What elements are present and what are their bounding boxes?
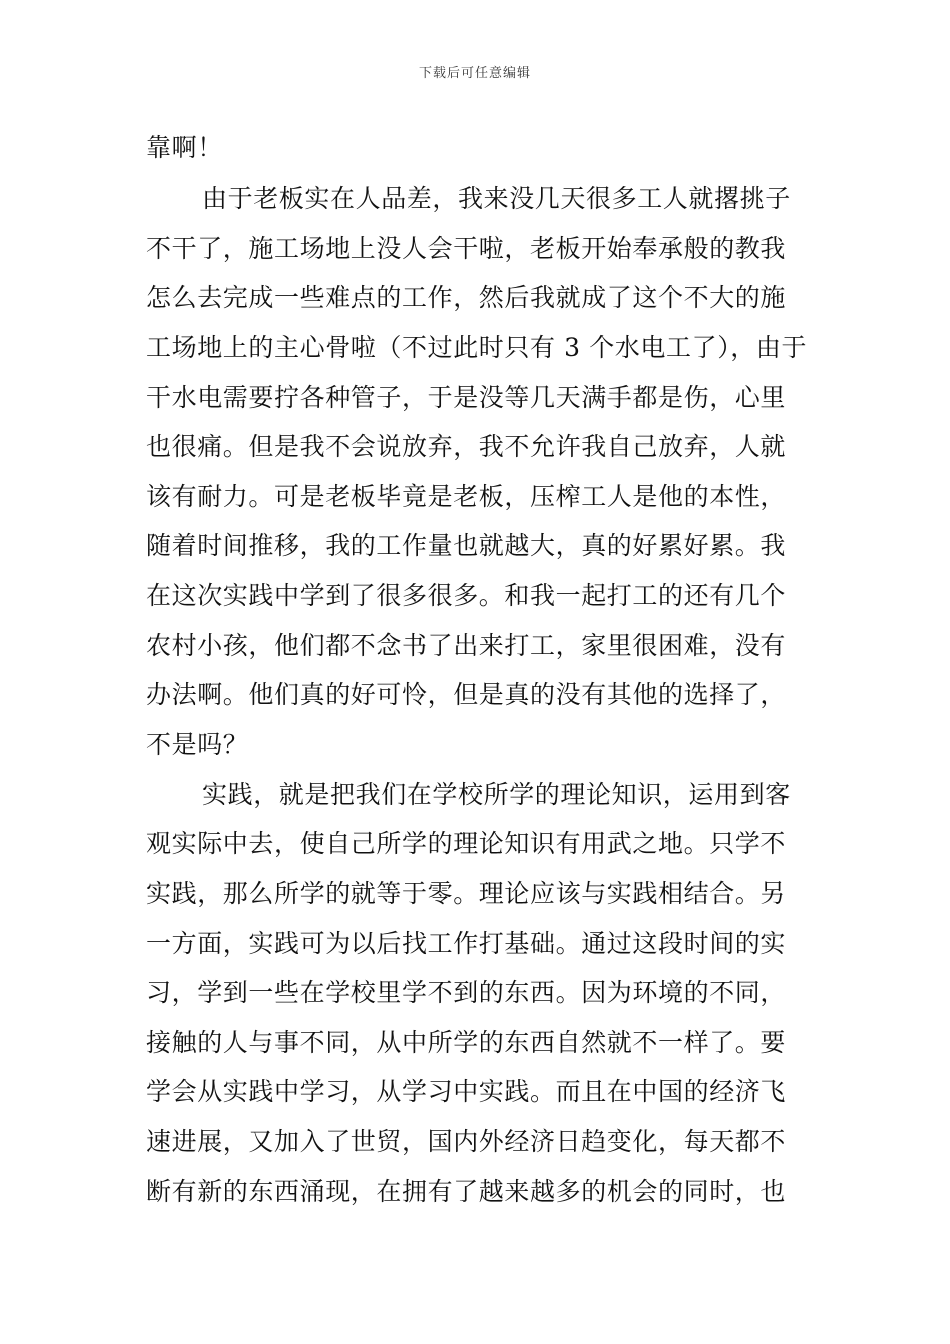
text-line: 工场地上的主心骨啦（不过此时只有 3 个水电工了），由于: [146, 333, 808, 362]
text-line: 不干了，施工场地上没人会干啦，老板开始奉承般的教我: [146, 234, 787, 263]
text-line: 随着时间推移，我的工作量也就越大，真的好累好累。我: [146, 531, 787, 560]
text-line: 实践，那么所学的就等于零。理论应该与实践相结合。另: [146, 879, 787, 908]
text-line: 观实际中去，使自己所学的理论知识有用武之地。只学不: [146, 829, 787, 858]
text-line: 断有新的东西涌现，在拥有了越来越多的机会的同时，也: [146, 1177, 787, 1206]
text-line: 学会从实践中学习，从学习中实践。而且在中国的经济飞: [146, 1077, 787, 1106]
text-line: 在这次实践中学到了很多很多。和我一起打工的还有几个: [146, 581, 787, 610]
paragraph-first-line: 由于老板实在人品差，我来没几天很多工人就撂挑子: [202, 184, 791, 213]
text-line: 习，学到一些在学校里学不到的东西。因为环境的不同，: [146, 978, 787, 1007]
text-line: 不是吗？: [146, 730, 249, 759]
text-line: 该有耐力。可是老板毕竟是老板，压榨工人是他的本性，: [146, 482, 787, 511]
page-header: 下载后可任意编辑: [418, 66, 531, 81]
text-line: 农村小孩，他们都不念书了出来打工，家里很困难，没有: [146, 631, 787, 660]
text-line: 一方面，实践可为以后找工作打基础。通过这段时间的实: [146, 929, 787, 958]
paragraph-first-line: 实践，就是把我们在学校所学的理论知识，运用到客: [202, 780, 791, 809]
text-line: 也很痛。但是我不会说放弃，我不允许我自己放弃，人就: [146, 432, 787, 461]
text-line: 怎么去完成一些难点的工作，然后我就成了这个不大的施: [146, 283, 787, 312]
text-line: 靠啊！: [146, 133, 223, 162]
text-line: 接触的人与事不同，从中所学的东西自然就不一样了。要: [146, 1028, 787, 1057]
text-line: 办法啊。他们真的好可怜，但是真的没有其他的选择了，: [146, 680, 787, 709]
text-line: 速进展，又加入了世贸，国内外经济日趋变化，每天都不: [146, 1127, 787, 1156]
text-line: 干水电需要拧各种管子，于是没等几天满手都是伤，心里: [146, 383, 787, 412]
